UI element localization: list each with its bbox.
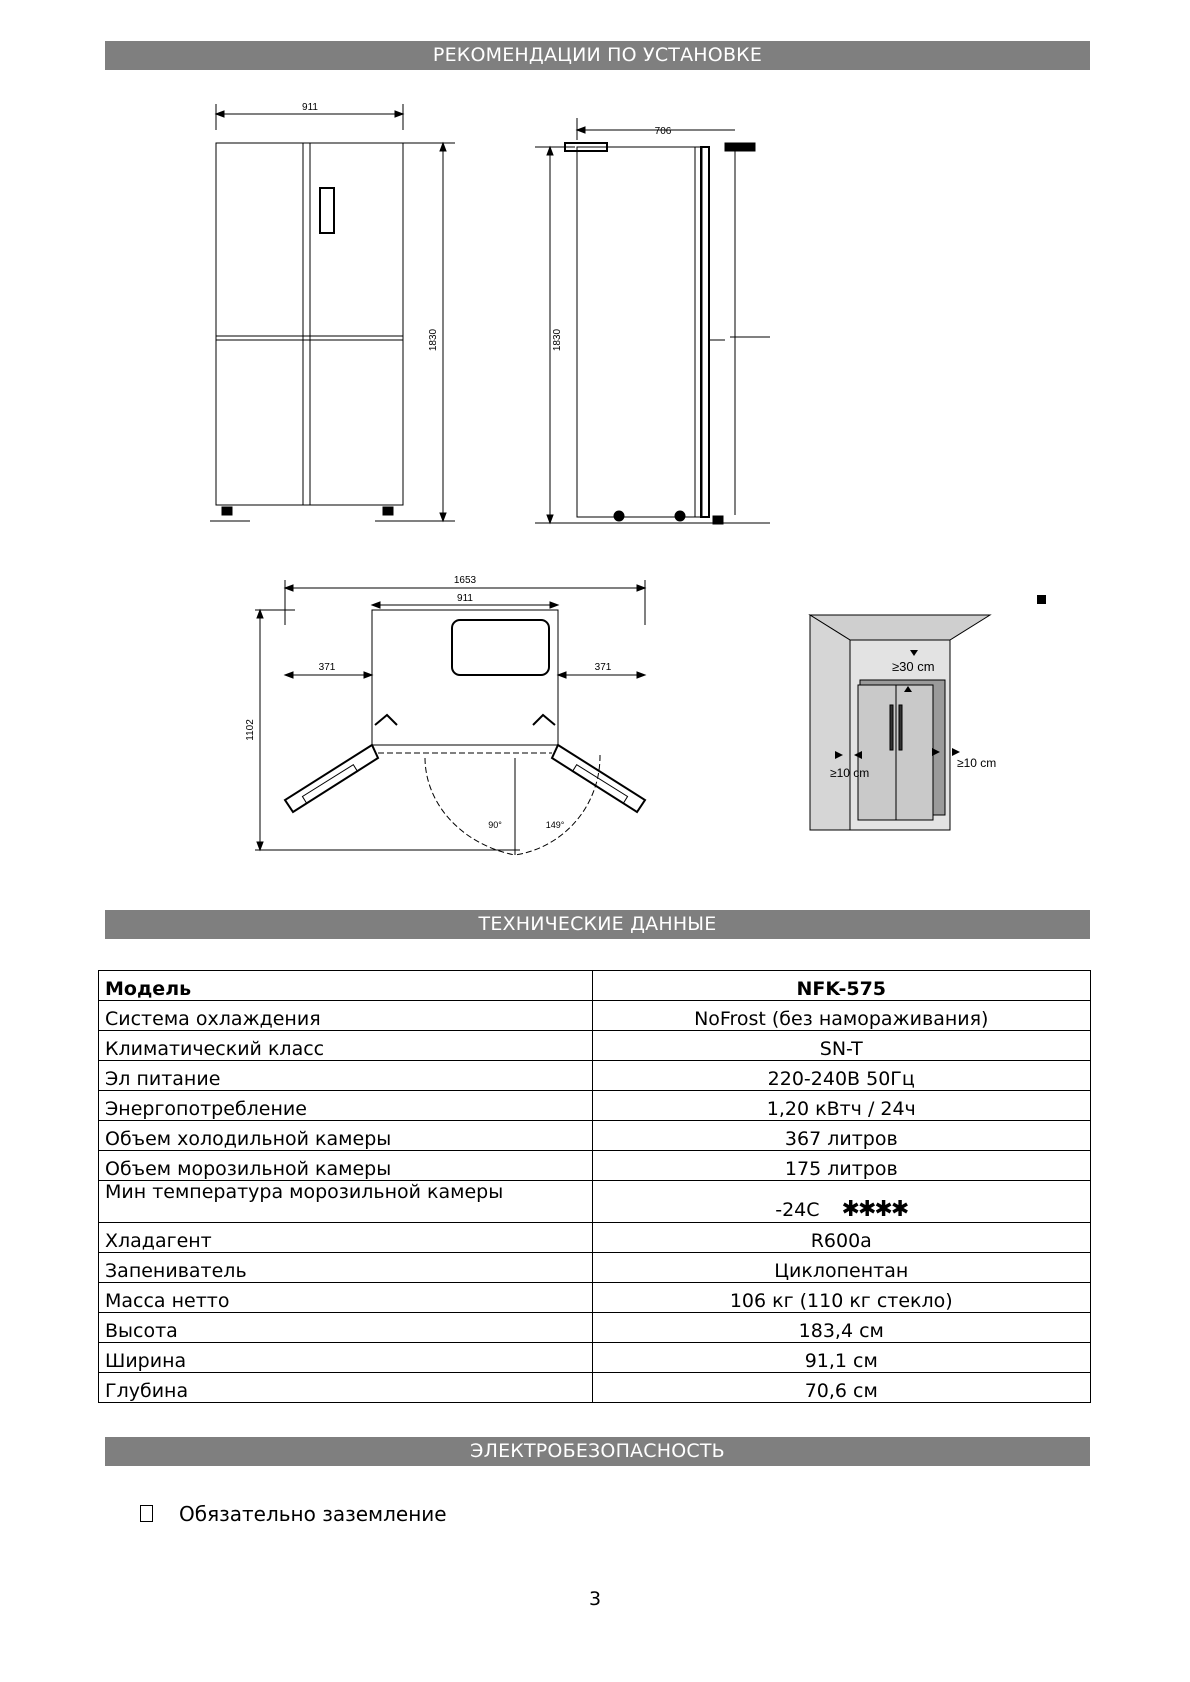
section-header-tech: ТЕХНИЧЕСКИЕ ДАННЫЕ	[105, 910, 1090, 939]
spec-value	[592, 1181, 1090, 1223]
spec-value: 1,20 кВтч / 24ч	[592, 1091, 1090, 1121]
spec-label: Хладагент	[99, 1223, 593, 1253]
side-depth-label: 706	[654, 126, 672, 137]
niche-clearance-drawing	[810, 595, 1060, 835]
spec-value: 220-240В 50Гц	[592, 1061, 1090, 1091]
table-row	[99, 1181, 1091, 1223]
spec-value: 106 кг (110 кг стекло)	[592, 1283, 1090, 1313]
spec-label: Высота	[99, 1313, 593, 1343]
spec-label: Система охлаждения	[99, 1001, 593, 1031]
niche-left-gap-label: ≥10 cm	[830, 766, 870, 780]
spec-table	[98, 970, 1091, 1403]
spec-label: Модель	[99, 971, 593, 1001]
table-row	[99, 1031, 1091, 1061]
spec-value: Циклопентан	[592, 1253, 1090, 1283]
spec-label: Объем морозильной камеры	[99, 1151, 593, 1181]
bullet-box-icon	[140, 1505, 153, 1522]
spec-label: Мин температура морозильной камеры	[99, 1181, 593, 1223]
plan-width-label: 911	[457, 593, 473, 604]
table-row	[99, 971, 1091, 1001]
spec-label: Эл питание	[99, 1061, 593, 1091]
table-row	[99, 1151, 1091, 1181]
plan-angle-left-label: 90°	[488, 820, 502, 830]
plan-depth-label: 1102	[245, 719, 256, 741]
plan-right-clearance-label: 371	[594, 662, 612, 673]
spec-value: 70,6 см	[592, 1373, 1090, 1403]
spec-value: 175 литров	[592, 1151, 1090, 1181]
side-view-drawing	[535, 110, 780, 530]
spec-value: 183,4 см	[592, 1313, 1090, 1343]
table-row	[99, 1313, 1091, 1343]
page-number: 3	[588, 1588, 602, 1610]
front-view-drawing	[200, 100, 460, 530]
plan-view-drawing	[245, 570, 660, 855]
table-row	[99, 1091, 1091, 1121]
table-row	[99, 1223, 1091, 1253]
side-height-label: 1830	[552, 328, 563, 352]
plan-angle-right-label: 149°	[545, 820, 565, 830]
spec-label: Ширина	[99, 1343, 593, 1373]
table-row	[99, 1343, 1091, 1373]
spec-label: Запениватель	[99, 1253, 593, 1283]
spec-value: R600a	[592, 1223, 1090, 1253]
grounding-note	[140, 1502, 447, 1526]
spec-value: SN-T	[592, 1031, 1090, 1061]
freezer-stars-icon: ✱✱✱✱	[841, 1197, 908, 1222]
niche-top-gap-label: ≥30 cm	[892, 659, 935, 674]
plan-total-width-label: 1653	[453, 575, 477, 586]
section-header-electric: ЭЛЕКТРОБЕЗОПАСНОСТЬ	[105, 1437, 1090, 1466]
spec-label: Климатический класс	[99, 1031, 593, 1061]
table-row	[99, 1253, 1091, 1283]
section-header-install: РЕКОМЕНДАЦИИ ПО УСТАНОВКЕ	[105, 41, 1090, 70]
front-height-label: 1830	[428, 328, 439, 352]
spec-value: NoFrost (без намораживания)	[592, 1001, 1090, 1031]
spec-value: 367 литров	[592, 1121, 1090, 1151]
spec-label: Объем холодильной камеры	[99, 1121, 593, 1151]
spec-label: Глубина	[99, 1373, 593, 1403]
table-row	[99, 1283, 1091, 1313]
table-row	[99, 1001, 1091, 1031]
table-row	[99, 1121, 1091, 1151]
spec-label: Энергопотребление	[99, 1091, 593, 1121]
front-width-label: 911	[302, 102, 318, 113]
grounding-note-text: Обязательно заземление	[179, 1502, 447, 1526]
plan-left-clearance-label: 371	[318, 662, 336, 673]
min-temp-value: -24С	[775, 1199, 820, 1221]
niche-right-gap-label: ≥10 cm	[957, 756, 997, 770]
table-row	[99, 1373, 1091, 1403]
table-row	[99, 1061, 1091, 1091]
spec-value: 91,1 см	[592, 1343, 1090, 1373]
spec-value: NFK-575	[592, 971, 1090, 1001]
spec-label: Масса нетто	[99, 1283, 593, 1313]
